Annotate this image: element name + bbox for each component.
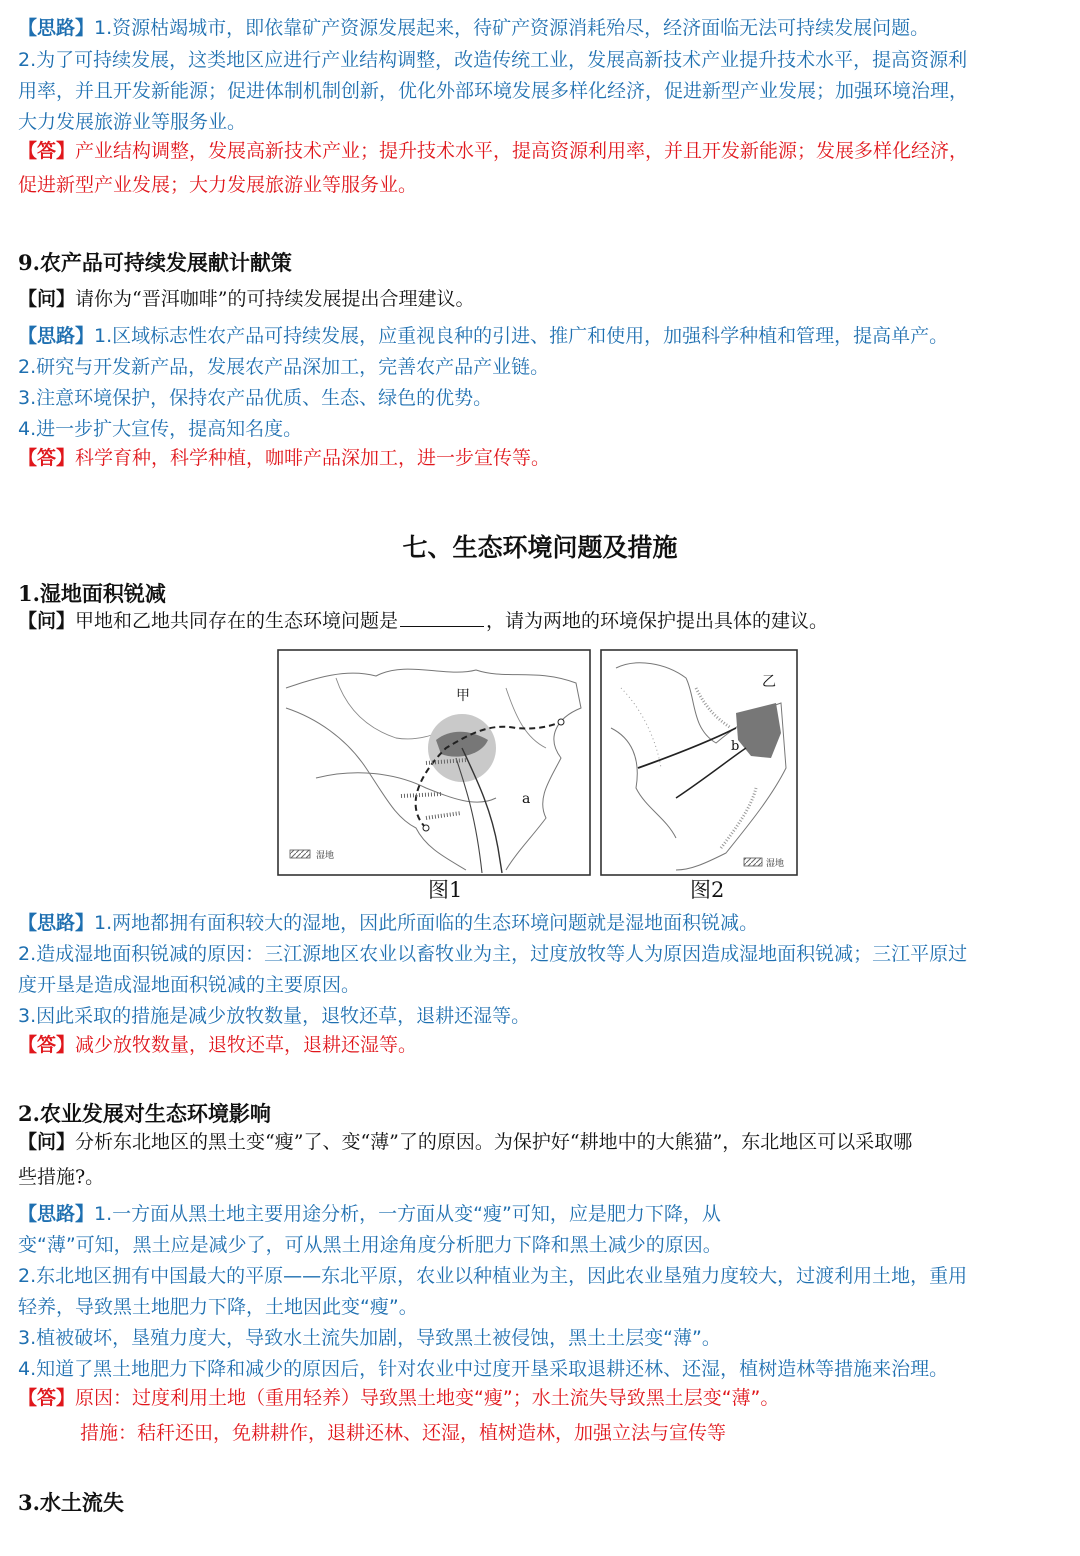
- label-b: b: [731, 739, 740, 754]
- figure-1-map: [276, 648, 800, 903]
- block8-answer-line-1: 【答】产业结构调整，发展高新技术产业；提升技术水平，提高资源利用率，并且开发新能源；发展多样化经济，: [18, 140, 969, 162]
- agri-thinking-3: 2.东北地区拥有中国最大的平原——东北平原，农业以种植业为主，因此农业垦殖力度较大，过渡利用土地，重用: [18, 1265, 968, 1287]
- block9-thinking-2: 2.研究与开发新产品，发展农产品深加工，完善农产品产业链。: [18, 356, 550, 378]
- block9-thinking-4: 4.进一步扩大宣传，提高知名度。: [18, 418, 303, 440]
- label-yi: 乙: [762, 674, 776, 690]
- wetland-question: 【问】甲地和乙地共同存在的生态环境问题是 ，请为两地的环境保护提出具体的建议。: [18, 610, 829, 632]
- agri-thinking-2: 变“薄”可知，黑土应是减少了，可从黑土用途角度分析肥力下降和黑土减少的原因。: [18, 1234, 722, 1256]
- label-a: a: [522, 791, 531, 807]
- block9-thinking-3: 3.注意环境保护，保持农产品优质、生态、绿色的优势。: [18, 387, 493, 409]
- agri-thinking-4: 轻养，导致黑土地肥力下降，土地因此变“瘦”。: [18, 1296, 418, 1318]
- wetland-answer: 【答】减少放牧数量，退牧还草，退耕还湿等。: [18, 1034, 418, 1056]
- map-figures: [276, 648, 800, 903]
- heading-agri: 2.农业发展对生态环境影响: [18, 1101, 271, 1126]
- answer-blank: [400, 608, 484, 627]
- wetland-thinking-2: 2.造成湿地面积锐减的原因：三江源地区农业以畜牧业为主，过度放牧等人为原因造成湿地面积锐减；三江平原过: [18, 943, 968, 965]
- block9-question: 【问】请你为“晋洱咖啡”的可持续发展提出合理建议。: [18, 288, 475, 310]
- block8-thinking-line-3: 用率，并且开发新能源；促进体制机制创新，优化外部环境发展多样化经济，促进新型产业发展；加强环境治理，: [18, 80, 969, 102]
- agri-answer-1: 【答】原因：过度利用土地（重用轻养）导致黑土地变“瘦”；水土流失导致黑土层变“薄”。: [18, 1387, 780, 1409]
- agri-question-2: 些措施?。: [18, 1166, 105, 1188]
- heading-9: 9.农产品可持续发展献计献策: [18, 250, 292, 275]
- block8-thinking-line-1: 【思路】1.资源枯竭城市，即依靠矿产资源发展起来，待矿产资源消耗殆尽，经济面临无法可持续发展问题。: [18, 17, 930, 39]
- agri-question-1: 【问】分析东北地区的黑土变“瘦”了、变“薄”了的原因。为保护好“耕地中的大熊猫”，东北地区可以采取哪: [18, 1131, 913, 1153]
- label-jia: 甲: [456, 688, 470, 704]
- heading-soil: 3.水土流失: [18, 1490, 124, 1515]
- wetland-thinking-3: 度开垦是造成湿地面积锐减的主要原因。: [18, 974, 361, 996]
- agri-thinking-6: 4.知道了黑土地肥力下降和减少的原因后，针对农业中过度开垦采取退耕还林、还湿，植树造林等措施来治理。: [18, 1358, 949, 1380]
- fig1-caption: 图1: [428, 878, 463, 902]
- wetland-thinking-1: 【思路】1.两地都拥有面积较大的湿地，因此所面临的生态环境问题就是湿地面积锐减。: [18, 912, 759, 934]
- block8-thinking-line-4: 大力发展旅游业等服务业。: [18, 111, 247, 133]
- block9-thinking-1: 【思路】1.区域标志性农产品可持续发展，应重视良种的引进、推广和使用，加强科学种植和管理，提高单产。: [18, 325, 949, 347]
- fig1-legend: 湿地: [316, 851, 335, 861]
- section-title: 七、生态环境问题及措施: [402, 533, 678, 562]
- block8-thinking-line-2: 2.为了可持续发展，这类地区应进行产业结构调整，改造传统工业，发展高新技术产业提升技术水平，提高资源利: [18, 49, 968, 71]
- fig2-caption: 图2: [690, 878, 725, 902]
- block9-answer: 【答】科学育种，科学种植，咖啡产品深加工，进一步宣传等。: [18, 447, 551, 469]
- agri-thinking-1: 【思路】1.一方面从黑土地主要用途分析，一方面从变“瘦”可知，应是肥力下降，从: [18, 1203, 721, 1225]
- agri-thinking-5: 3.植被破坏，垦殖力度大，导致水土流失加剧，导致黑土被侵蚀，黑土土层变“薄”。: [18, 1327, 721, 1349]
- agri-answer-2: 措施：秸秆还田，免耕耕作，退耕还林、还湿，植树造林，加强立法与宣传等: [80, 1422, 727, 1444]
- wetland-thinking-4: 3.因此采取的措施是减少放牧数量，退牧还草，退耕还湿等。: [18, 1005, 531, 1027]
- heading-wetland: 1.湿地面积锐减: [18, 581, 166, 606]
- block8-answer-line-2: 促进新型产业发展；大力发展旅游业等服务业。: [18, 174, 418, 196]
- fig2-legend: 湿地: [766, 859, 785, 869]
